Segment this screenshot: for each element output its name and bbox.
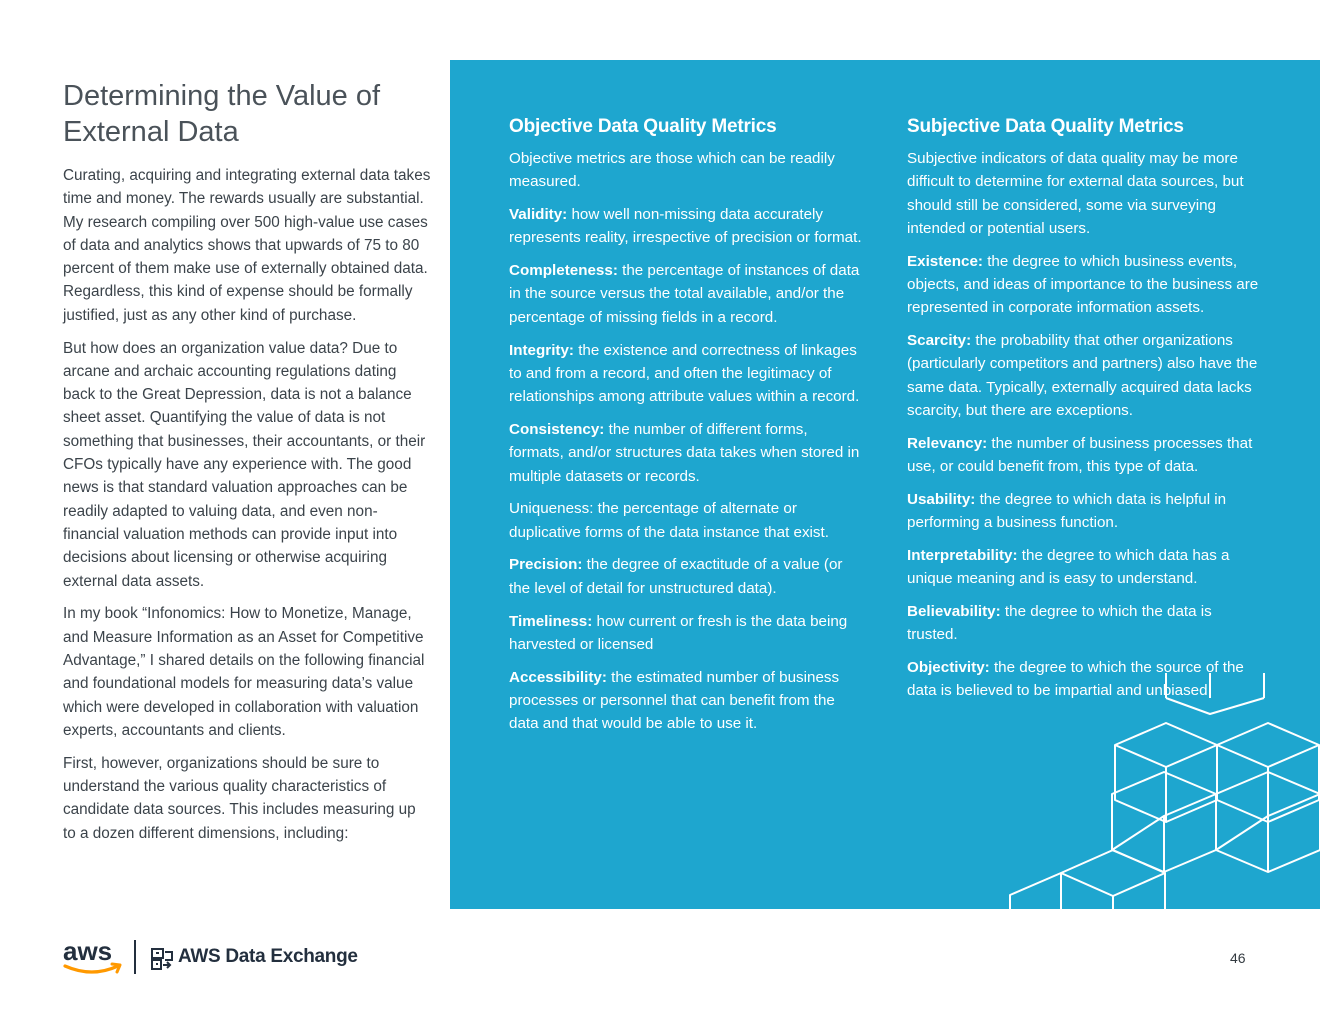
metrics-panel: [450, 60, 1320, 909]
metric-term: Existence:: [907, 252, 983, 270]
metric-objectivity: [907, 656, 1263, 703]
title-line-2: External Data: [63, 116, 239, 148]
metric-term: Usability:: [907, 490, 976, 508]
metric-text: the degree to which data is helpful in performing a business function.: [907, 490, 1227, 532]
metric-term: Completeness:: [509, 262, 618, 280]
metric-term: Scarcity:: [907, 332, 972, 350]
objective-heading: Objective Data Quality Metrics: [509, 116, 777, 137]
metric-accessibility: [509, 666, 865, 736]
subjective-heading: Subjective Data Quality Metrics: [907, 116, 1184, 137]
page-footer: [62, 936, 1262, 978]
metric-term: Validity:: [509, 206, 568, 224]
metric-term: Believability:: [907, 603, 1001, 621]
body-paragraph-2: But how does an organization value data? Due to arcane and archaic accounting regulations dating back to the Great Depression, data is not a balance sheet asset. Quantifying the value of data is not something that businesses, their accountants, or their CFOs typically have any experience with. The good news is that standard valuation approaches can be readily adapted to valuing data, and even non-financial valuation methods can provide input into decisions about licensing or otherwise acquiring external data assets.: [63, 339, 426, 590]
aws-logo-text: aws: [63, 936, 113, 966]
metric-existence: [907, 250, 1263, 320]
metric-text: how current or fresh is the data being harvested or licensed: [509, 612, 848, 653]
metric-usability: [907, 488, 1263, 535]
intro-column: [63, 78, 431, 854]
metric-relevancy: [907, 432, 1263, 479]
metric-text: how well non-missing data accurately represents reality, irrespective of precision or format.: [509, 206, 862, 247]
metric-term: Accessibility:: [509, 668, 607, 686]
product-label: AWS Data Exchange: [178, 946, 358, 967]
objective-intro: Objective metrics are those which can be readily measured.: [509, 150, 835, 191]
metric-believability: [907, 600, 1263, 647]
objective-metrics-column: [509, 115, 865, 745]
data-exchange-icon: [150, 948, 174, 970]
metric-interpretability: [907, 544, 1263, 591]
metric-term: Precision:: [509, 556, 583, 574]
metric-text: the degree to which the data is trusted.: [907, 603, 1212, 644]
metric-text: the degree of exactitude of a value (or the level of detail for unstructured data).: [509, 556, 843, 597]
title-line-1: Determining the Value of: [63, 80, 381, 112]
metric-validity: [509, 203, 865, 250]
metric-text: the estimated number of business processes or personnel that can benefit from the data and that would be able to use it.: [509, 668, 840, 733]
metric-term: Relevancy:: [907, 434, 988, 452]
page-number: 46: [1230, 950, 1246, 966]
metric-text: the degree to which the source of the data is believed to be impartial and unbiased.: [907, 659, 1244, 700]
body-paragraph-4: First, however, organizations should be sure to understand the various quality characteristics of candidate data sources. This includes measuring up to a dozen different dimensions, including:: [63, 754, 416, 842]
aws-logo: [62, 936, 124, 978]
metric-term: Integrity:: [509, 341, 574, 359]
metric-text: the number of business processes that use, or could benefit from, this type of data.: [907, 434, 1253, 476]
subjective-metrics-column: [907, 115, 1263, 712]
metric-term: Objectivity:: [907, 659, 990, 677]
metric-precision: [509, 553, 865, 600]
page-title: [63, 78, 431, 150]
metric-text: the percentage of instances of data in the source versus the total available, and/or the percentage of missing fields in a record.: [509, 262, 860, 326]
metric-term: Consistency:: [509, 420, 605, 438]
metric-consistency: [509, 418, 865, 488]
metric-text: the probability that other organizations (particularly competitors and partners) also have the same data. Typically, externally acquired data lacks scarcity, but there are exceptions.: [907, 332, 1258, 419]
metric-uniqueness: [509, 497, 865, 544]
metric-term: Interpretability:: [907, 546, 1018, 564]
metric-text: the number of different forms, formats, and/or structures data takes when stored in multiple datasets or records.: [509, 420, 860, 485]
body-paragraph-1: Curating, acquiring and integrating external data takes time and money. The rewards usually are substantial. My research compiling over 500 high-value use cases of data and analytics shows that upwards of 75 to 80 percent of them make use of externally obtained data. Regardless, this kind of expense should be formally justified, just as any other kind of purchase.: [63, 167, 431, 324]
metric-text: the degree to which data has a unique meaning and is easy to understand.: [907, 546, 1230, 588]
metric-scarcity: [907, 329, 1263, 422]
subjective-intro: Subjective indicators of data quality may be more difficult to determine for external data sources, but should still be considered, some via surveying intended or potential users.: [907, 150, 1244, 237]
metric-text: the degree to which business events, objects, and ideas of importance to the business are represented in corporate information assets.: [907, 252, 1259, 317]
metric-completeness: [509, 259, 865, 329]
metric-text: the existence and correctness of linkages to and from a record, and often the legitimacy of relationships among attribute values within a record.: [509, 341, 860, 406]
metric-integrity: [509, 339, 865, 409]
metric-timeliness: [509, 610, 865, 657]
body-paragraph-3: In my book “Infonomics: How to Monetize, Manage, and Measure Information as an Asset for Competitive Advantage,” I shared details on the following financial and foundational models for measuring data’s value which were developed in collaboration with valuation experts, accountants and clients.: [63, 605, 425, 739]
footer-divider: [134, 940, 136, 974]
metric-text: Uniqueness: the percentage of alternate or duplicative forms of the data instance that exist.: [509, 500, 829, 541]
metric-term: Timeliness:: [509, 612, 593, 630]
